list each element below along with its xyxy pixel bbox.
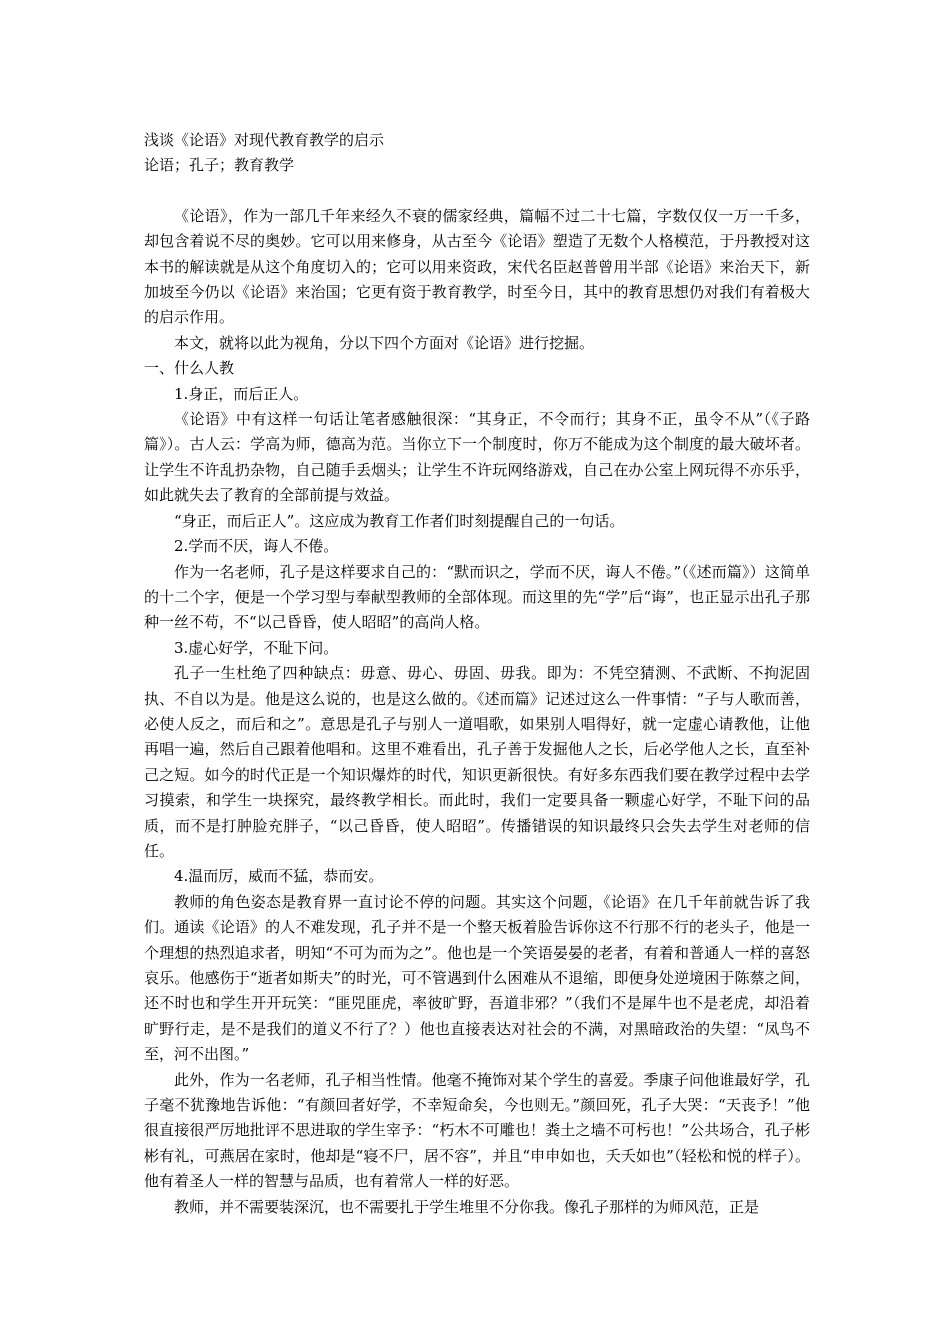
subheading: 2.学而不厌，诲人不倦。 [174,537,339,556]
subheading: 3.虚心好学，不耻下问。 [174,638,339,657]
body-paragraph: 教师，并不需要装深沉，也不需要扎于学生堆里不分你我。像孔子那样的为师风范，正是 [174,1197,760,1216]
subheading: 1.身正，而后正人。 [174,384,309,403]
body-paragraph: 作为一名老师，孔子是这样要求自己的：“默而识之，学而不厌，诲人不倦。”（《述而篇》）这简单的十二个字，便是一个学习型与奉献型教师的全部体现。而这里的先“学”后“诲”，也正显示出孔子那种一丝不苟，不“以己昏昏，使人昭昭”的高尚人格。 [144,562,810,632]
document-body [144,128,810,1220]
document-title: 浅谈《论语》对现代教育教学的启示 [144,131,385,149]
intro-paragraph: 本文，就将以此为视角，分以下四个方面对《论语》进行挖掘。 [174,333,595,352]
body-paragraph: 教师的角色姿态是教育界一直讨论不停的问题。其实这个问题，《论语》在几千年前就告诉了我们。通读《论语》的人不难发现，孔子并不是一个整天板着脸告诉你这不行那不行的老头子，他是一个理想的热烈追求者，明知“不可为而为之”。他也是一个笑语晏晏的老者，有着和普通人一样的喜怒哀乐。他感伤于“逝者如斯夫”的时光，可不管遇到什么困难从不退缩，即便身处逆境困于陈蔡之间，还不时也和学生开开玩笑：“匪兕匪虎，率彼旷野，吾道非邪？”（我们不是犀牛也不是老虎，却沿着旷野行走，是不是我们的道义不行了？）他也直接表达对社会的不满，对黑暗政治的失望：“凤鸟不至，河不出图。” [144,892,810,1064]
section-heading: 一、什么人教 [144,359,235,378]
body-paragraph: 此外，作为一名老师，孔子相当性情。他毫不掩饰对某个学生的喜爱。季康子问他谁最好学，孔子毫不犹豫地告诉他：“有颜回者好学，不幸短命矣，今也则无。”颜回死，孔子大哭：“天丧予！”他很直接很严厉地批评不思进取的学生宰予：“朽木不可雕也！粪土之墙不可杇也！”公共场合，孔子彬彬有礼，可燕居在家时，他却是“寝不尸，居不容”，并且“申申如也，夭夭如也”（轻松和悦的样子）。他有着圣人一样的智慧与品质，也有着常人一样的好恶。 [144,1070,810,1191]
subheading: 4.温而厉，威而不猛，恭而安。 [174,867,384,886]
document-keywords: 论语；孔子；教育教学 [144,156,295,175]
intro-paragraph: 《论语》，作为一部几千年来经久不衰的儒家经典，篇幅不过二十七篇，字数仅仅一万一千多，却包含着说不尽的奥妙。它可以用来修身，从古至今《论语》塑造了无数个人格模范，于丹教授对这本书的解读就是从这个角度切入的；它可以用来资政，宋代名臣赵普曾用半部《论语》来治天下，新加坡至今仍以《论语》来治国；它更有资于教育教学，时至今日，其中的教育思想仍对我们有着极大的启示作用。 [144,206,810,327]
body-paragraph: 《论语》中有这样一句话让笔者感触很深：“其身正，不令而行；其身不正，虽令不从”（《子路篇》）。古人云：学高为师，德高为范。当你立下一个制度时，你万不能成为这个制度的最大破坏者。让学生不许乱扔杂物，自己随手丢烟头；让学生不许玩网络游戏，自己在办公室上网玩得不亦乐乎，如此就失去了教育的全部前提与效益。 [144,410,810,505]
body-paragraph: “身正，而后正人”。这应成为教育工作者们时刻提醒自己的一句话。 [174,511,625,530]
body-paragraph: 孔子一生杜绝了四种缺点：毋意、毋心、毋固、毋我。即为：不凭空猜测、不武断、不拘泥固执、不自以为是。他是这么说的，也是这么做的。《述而篇》记述过这么一件事情：“子与人歌而善，必使人反之，而后和之”。意思是孔子与别人一道唱歌，如果别人唱得好，就一定虚心请教他，让他再唱一遍，然后自己跟着他唱和。这里不难看出，孔子善于发掘他人之长，后必学他人之长，直至补己之短。如今的时代正是一个知识爆炸的时代，知识更新很快。有好多东西我们要在教学过程中去学习摸索，和学生一块探究，最终教学相长。而此时，我们一定要具备一颗虚心好学，不耻下问的品质，而不是打肿脸充胖子，“以己昏昏，使人昭昭”。传播错误的知识最终只会失去学生对老师的信任。 [144,664,810,860]
spacer [144,179,810,204]
